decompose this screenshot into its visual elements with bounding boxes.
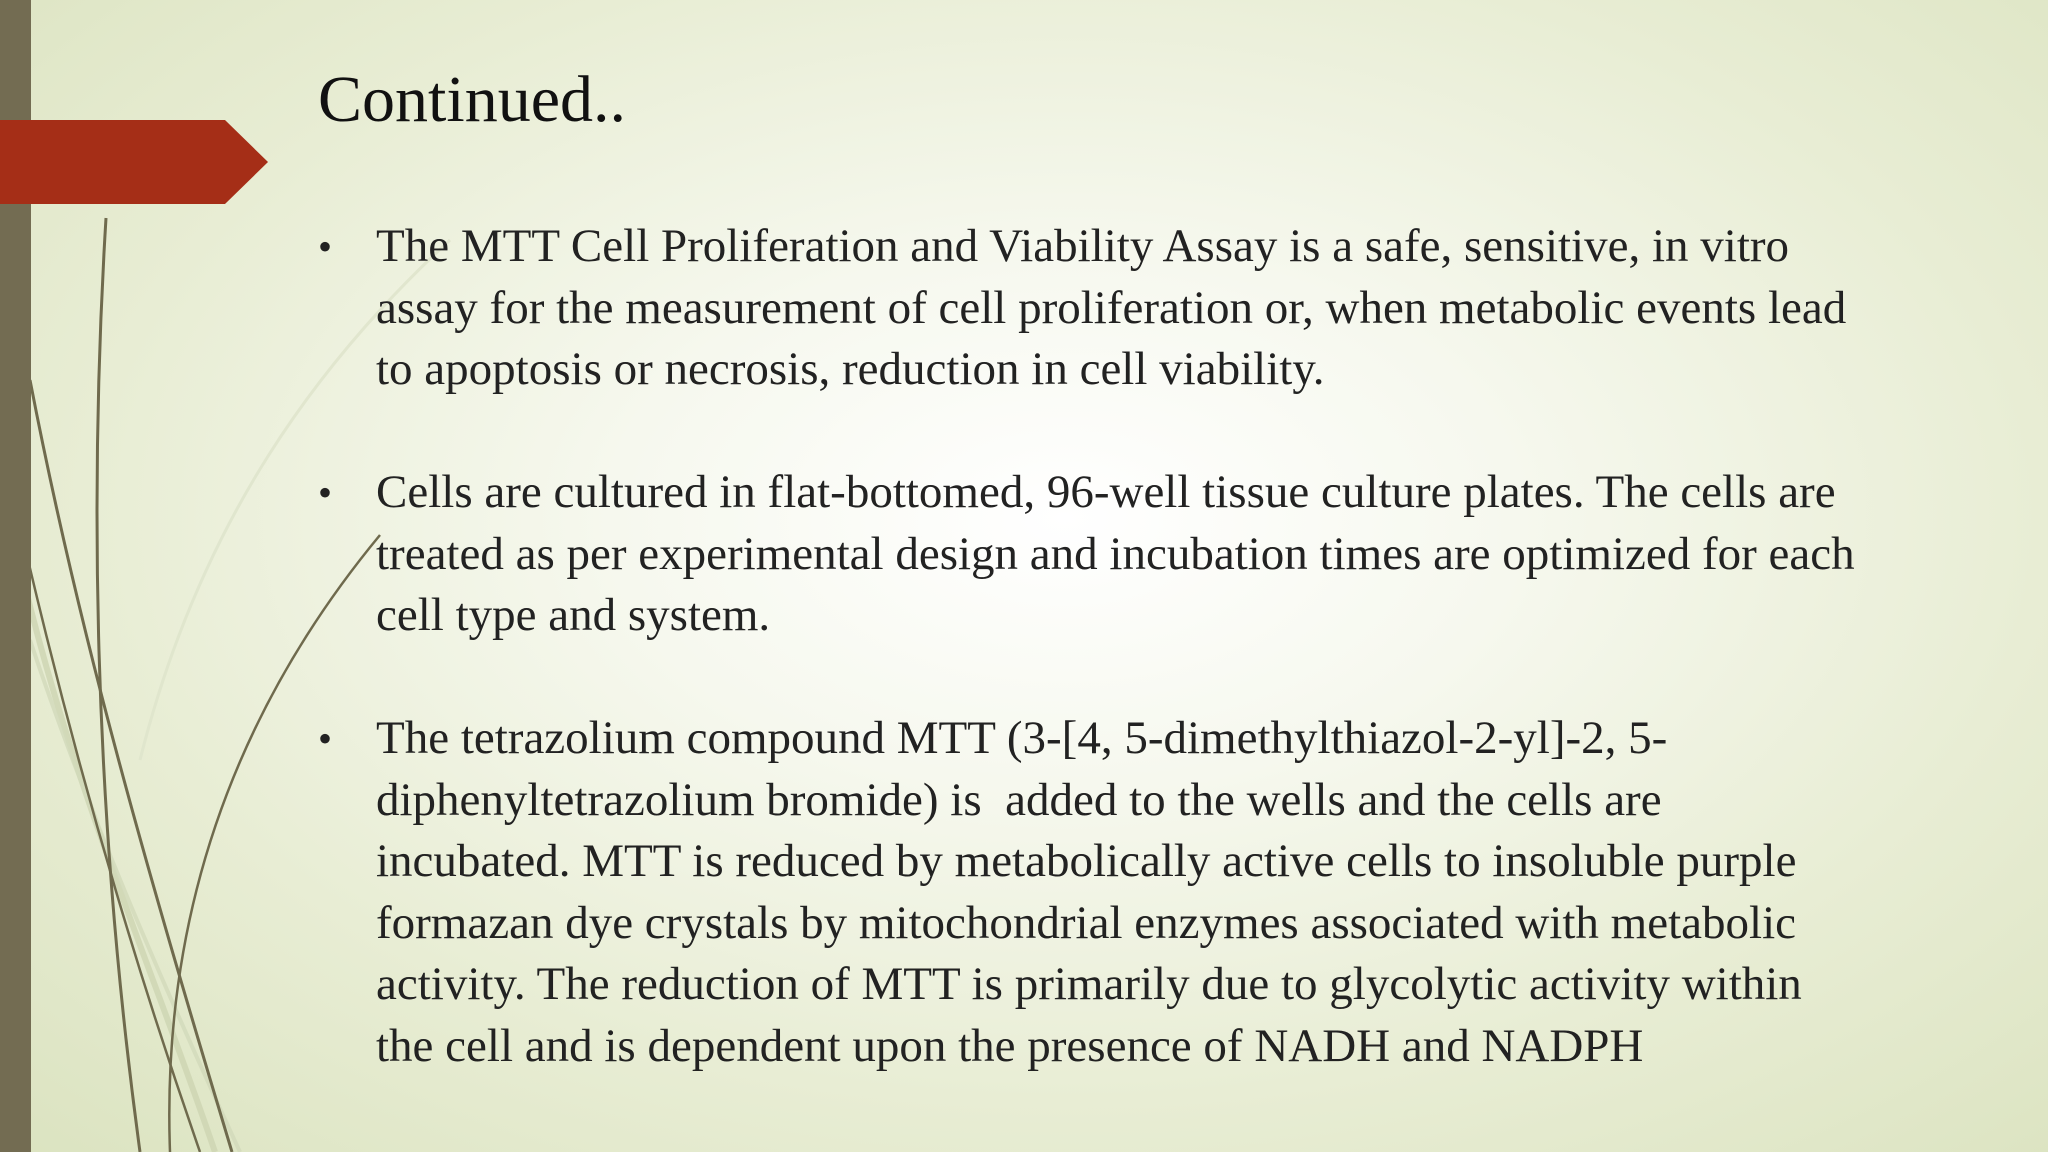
bullet-marker: •: [318, 224, 333, 269]
bullet-item: [318, 462, 1998, 647]
bullet-line: The MTT Cell Proliferation and Viability Assay is a safe, sensitive, in vitro: [376, 220, 1790, 272]
bullet-item: [318, 708, 1998, 1077]
decor-stem: [97, 218, 140, 1152]
bullet-line: assay for the measurement of cell proliferation or, when metabolic events lead: [376, 281, 1847, 334]
bullet-line: Cells are cultured in flat-bottomed, 96-well tissue culture plates. The cells are: [376, 466, 1836, 518]
bullet-line: formazan dye crystals by mitochondrial enzymes associated with metabolic: [376, 896, 1796, 949]
bullet-list: [318, 216, 1998, 1077]
bullet-line: cell type and system.: [376, 589, 771, 641]
bullet-line: activity. The reduction of MTT is primarily due to glycolytic activity within: [376, 958, 1802, 1010]
decor-stem: [30, 380, 232, 1152]
slide-title: Continued..: [318, 63, 626, 136]
accent-arrow: [0, 120, 268, 204]
bullet-line: to apoptosis or necrosis, reduction in cell viability.: [376, 343, 1325, 395]
bullet-line: diphenyltetrazolium bromide) is added to the wells and the cells are: [376, 773, 1662, 826]
bullet-line: incubated. MTT is reduced by metabolically active cells to insoluble purple: [376, 835, 1797, 887]
bullet-item: [318, 216, 1998, 401]
bullet-line: The tetrazolium compound MTT (3-[4, 5-dimethylthiazol-2-yl]-2, 5-: [376, 712, 1668, 764]
bullet-line: the cell and is dependent upon the presence of NADH and NADPH: [376, 1019, 1644, 1072]
bullet-line: treated as per experimental design and incubation times are optimized for each: [376, 527, 1855, 580]
bullet-marker: •: [318, 716, 333, 761]
bullet-marker: •: [318, 470, 333, 515]
